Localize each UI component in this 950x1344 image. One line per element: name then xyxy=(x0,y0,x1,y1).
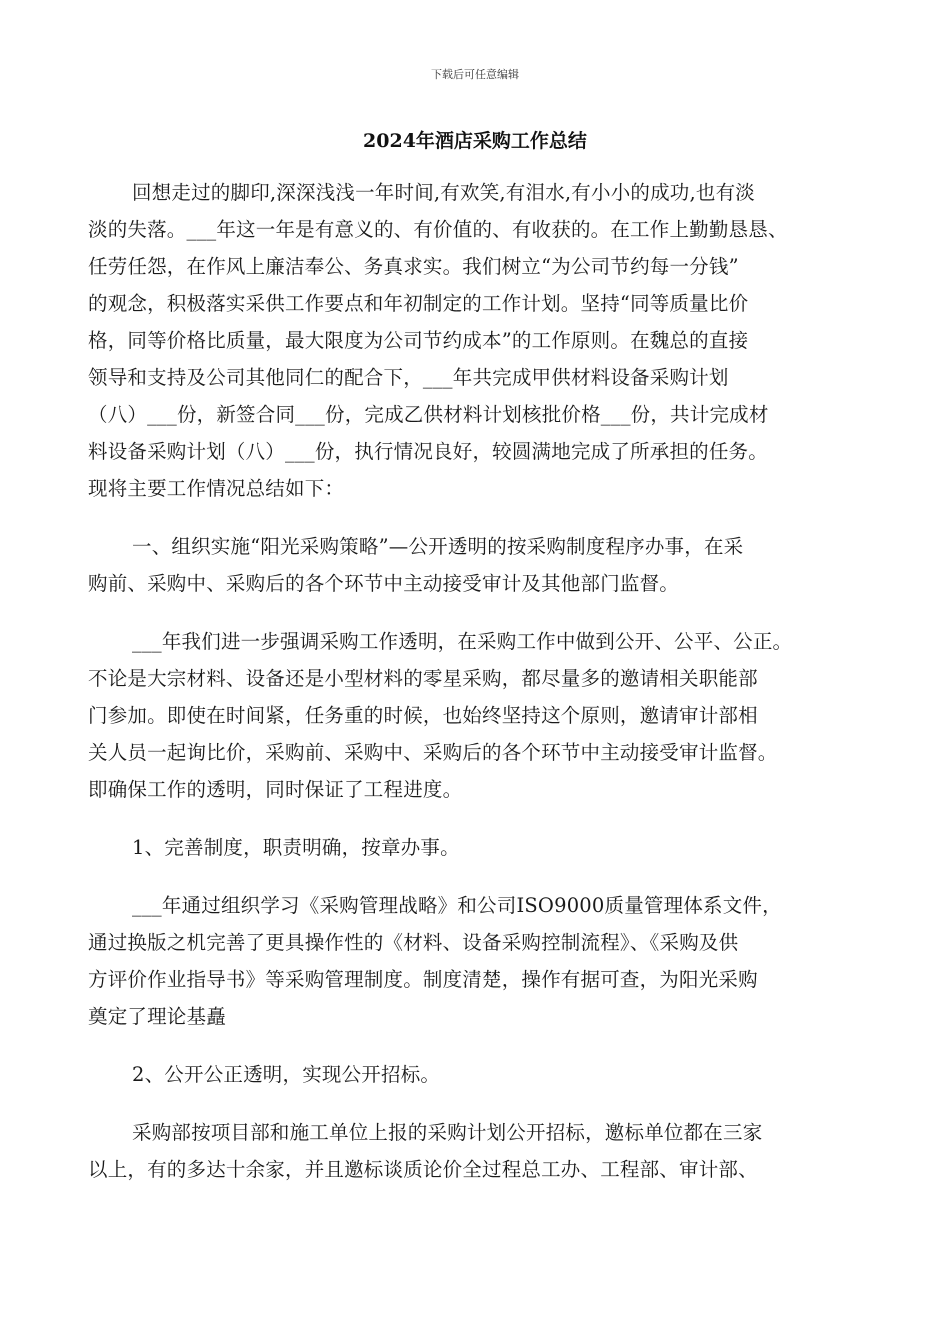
paragraph-gap xyxy=(88,1093,863,1114)
text-line: ___年我们进一步强调采购工作透明，在采购工作中做到公开、公平、公正。 xyxy=(132,630,793,653)
paragraph xyxy=(88,623,863,808)
text-line: 采购部按项目部和施工单位上报的采购计划公开招标，邀标单位都在三家 xyxy=(132,1121,763,1144)
text-line: 购前、采购中、采购后的各个环节中主动接受审计及其他部门监督。 xyxy=(88,572,680,595)
section-heading xyxy=(88,1056,863,1093)
text-line: 奠定了理论基矗 xyxy=(88,1005,226,1028)
text-line: 2、公开公正透明，实现公开招标。 xyxy=(132,1063,441,1086)
paragraph-gap xyxy=(88,507,863,528)
text-line: ___年通过组织学习《采购管理战略》和公司ISO9000质量管理体系文件， xyxy=(132,894,782,917)
text-line: 料设备采购计划（八）___份，执行情况良好，较圆满地完成了所承担的任务。 xyxy=(88,440,768,463)
text-line: 关人员一起询比价，采购前、采购中、采购后的各个环节中主动接受审计监督。 xyxy=(88,741,778,764)
text-line: 现将主要工作情况总结如下： xyxy=(88,477,345,500)
text-line: 通过换版之机完善了更具操作性的《材料、设备采购控制流程》、《采购及供 xyxy=(88,931,739,954)
text-line: 淡的失落。___年这一年是有意义的、有价值的、有收获的。在工作上勤勤恳恳、 xyxy=(88,218,788,241)
text-line: 不论是大宗材料、设备还是小型材料的零星采购，都尽量多的邀请相关职能部 xyxy=(88,667,758,690)
paragraph-gap xyxy=(88,808,863,829)
paragraph xyxy=(88,174,863,507)
text-line: 1、完善制度，职责明确，按章办事。 xyxy=(132,836,460,859)
paragraph xyxy=(88,1114,863,1188)
document-body xyxy=(88,174,863,1188)
text-line: 即确保工作的透明，同时保证了工程进度。 xyxy=(88,778,463,801)
text-line: 方评价作业指导书》等采购管理制度。制度清楚，操作有据可查，为阳光采购 xyxy=(88,968,758,991)
text-line: 一、组织实施“阳光采购策略”—公开透明的按采购制度程序办事，在采 xyxy=(132,535,744,558)
paragraph xyxy=(88,528,863,602)
paragraph-gap xyxy=(88,866,863,887)
text-line: 格，同等价格比质量，最大限度为公司节约成本”的工作原则。在魏总的直接 xyxy=(88,329,749,352)
text-line: （八）___份，新签合同___份，完成乙供材料计划核批价格___份，共计完成材 xyxy=(88,403,769,426)
text-line: 的观念，积极落实采供工作要点和年初制定的工作计划。坚持“同等质量比价 xyxy=(88,292,749,315)
text-line: 回想走过的脚印,深深浅浅一年时间,有欢笑,有泪水,有小小的成功,也有淡 xyxy=(132,181,755,204)
paragraph xyxy=(88,887,863,1035)
paragraph-gap xyxy=(88,1035,863,1056)
text-line: 领导和支持及公司其他同仁的配合下，___年共完成甲供材料设备采购计划 xyxy=(88,366,729,389)
text-line: 门参加。即使在时间紧，任务重的时候，也始终坚持这个原则，邀请审计部相 xyxy=(88,704,758,727)
text-line: 任劳任怨，在作风上廉洁奉公、务真求实。我们树立“为公司节约每一分钱” xyxy=(88,255,739,278)
paragraph-gap xyxy=(88,602,863,623)
section-heading xyxy=(88,829,863,866)
header-note: 下载后可任意编辑 xyxy=(431,68,519,81)
text-line: 以上，有的多达十余家，并且邀标谈质论价全过程总工办、工程部、审计部、 xyxy=(88,1158,758,1181)
document-title: 2024年酒店采购工作总结 xyxy=(363,130,587,152)
